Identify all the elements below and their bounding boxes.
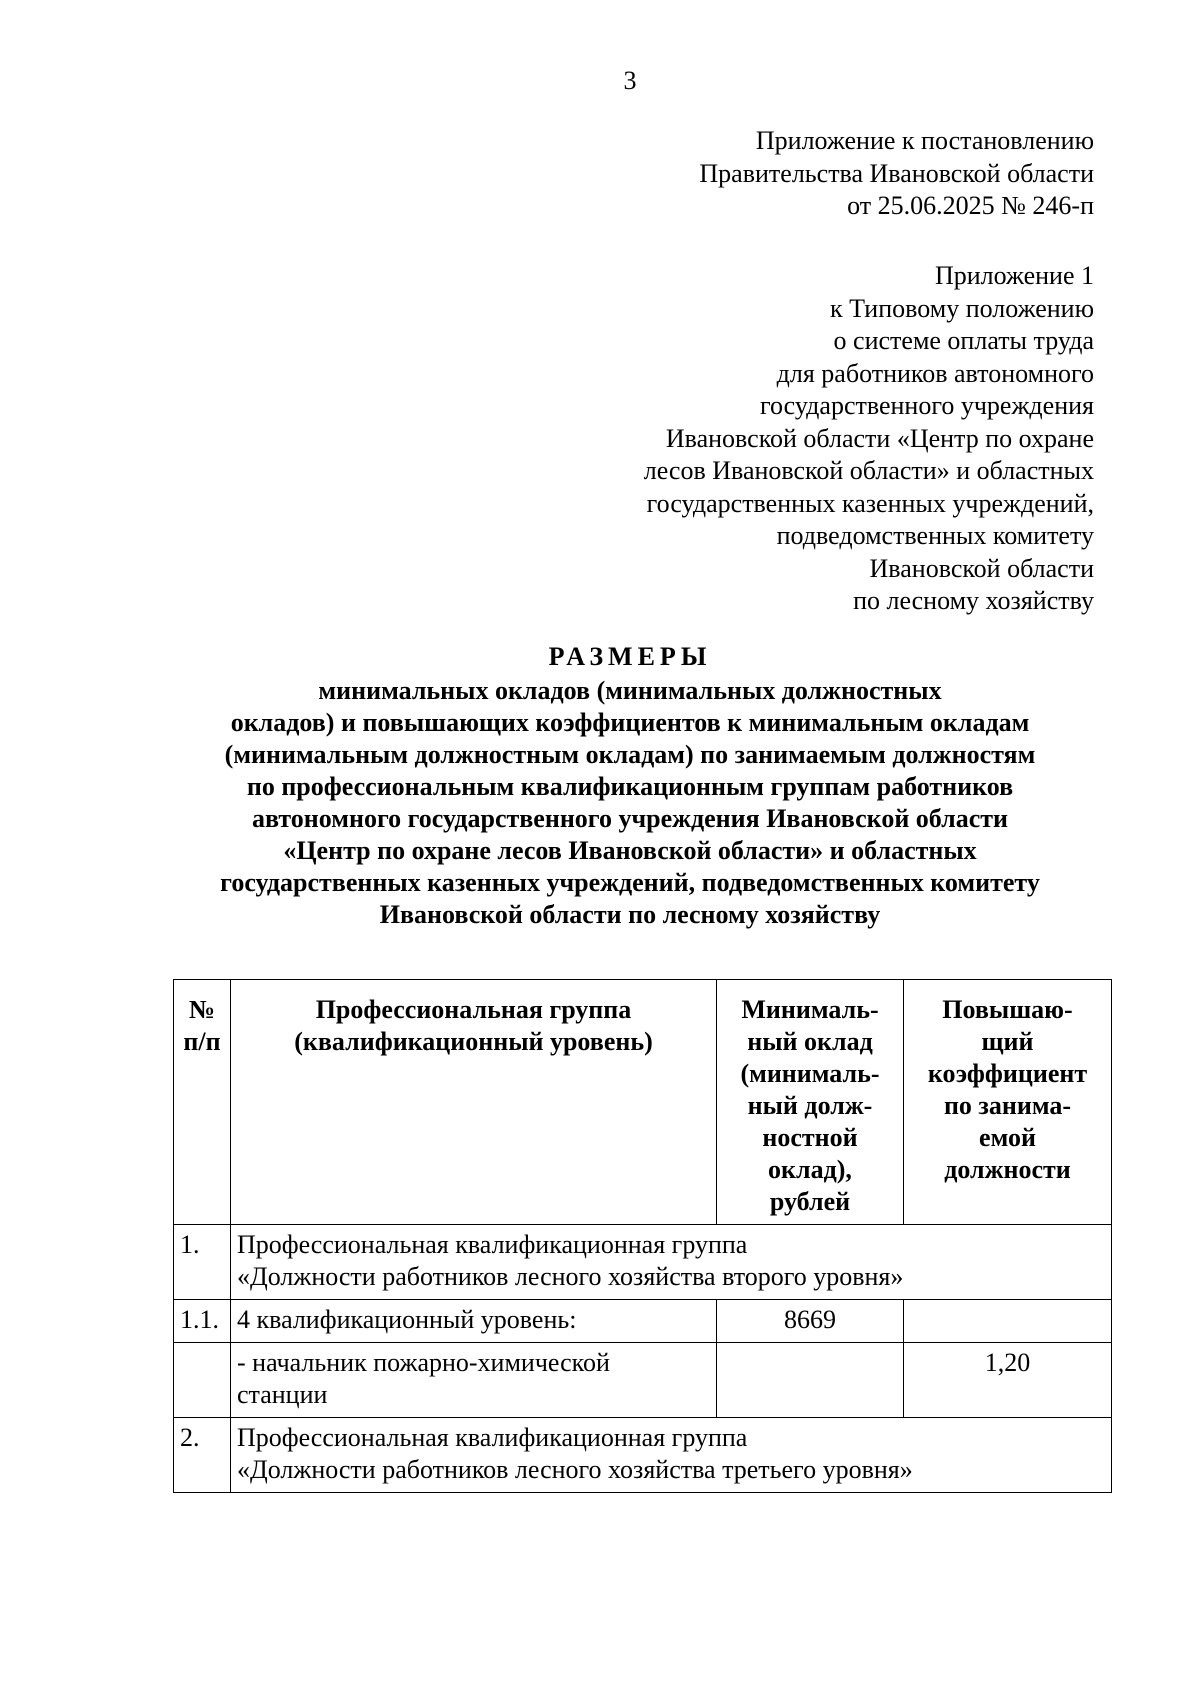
title-line: «Центр по охране лесов Ивановской области» и областных [283, 836, 977, 865]
appendix-1-line: к Типовому положению [829, 293, 1094, 323]
table-row [174, 1343, 1112, 1418]
header-salary-line: оклад), [768, 1155, 852, 1184]
header-group-line: Профессиональная группа [315, 995, 632, 1024]
table-row [174, 1418, 1112, 1493]
header-group [231, 980, 717, 1225]
row-num [174, 1343, 231, 1418]
header-coefficient-line: должности [944, 1155, 1071, 1184]
appendix-1-line: Ивановской области «Центр по охране [665, 423, 1094, 453]
row-group-line: 4 квалификационный уровень: [237, 1305, 577, 1334]
title-line: Ивановской области по лесному хозяйству [379, 900, 881, 929]
header-coefficient-line: коэффициент [927, 1059, 1088, 1088]
header-coefficient-line: щий [981, 1027, 1034, 1056]
header-salary-line: (минималь- [740, 1059, 880, 1088]
header-group-line: (квалификационный уровень) [294, 1027, 653, 1056]
row-coefficient: 1,20 [904, 1343, 1112, 1418]
header-coefficient-line: по занима- [943, 1091, 1072, 1120]
table-row [174, 1225, 1112, 1300]
title-heading: РАЗМЕРЫ [548, 642, 712, 671]
row-group-line: - начальник пожарно-химической [237, 1348, 610, 1377]
header-num-line: № [188, 995, 216, 1024]
row-group-line: «Должности работников лесного хозяйства второго уровня» [237, 1262, 904, 1291]
header-salary-line: ный оклад [747, 1027, 873, 1056]
appendix-main-line: Приложение к постановлению [755, 126, 1094, 155]
row-group-line: Профессиональная квалификационная группа [237, 1230, 748, 1259]
row-num: 1.1. [174, 1300, 231, 1343]
appendix-1-line: лесов Ивановской области» и областных [643, 456, 1094, 485]
appendix-1-line: Приложение 1 [934, 261, 1094, 290]
table-row [174, 1300, 1112, 1343]
title-line: автономного государственного учреждения Ивановской области [251, 804, 1009, 833]
row-group [231, 1343, 717, 1418]
row-group-line: Профессиональная квалификационная группа [237, 1423, 748, 1452]
header-coefficient-line: Повышаю- [942, 995, 1073, 1024]
header-num [174, 980, 231, 1225]
title-line: по профессиональным квалификационным группам работников [246, 772, 1014, 801]
title-line: государственных казенных учреждений, подведомственных комитету [220, 868, 1040, 897]
row-group [231, 1300, 717, 1343]
row-group [231, 1418, 1112, 1493]
page-number: 3 [623, 66, 637, 95]
row-group-line: «Должности работников лесного хозяйства третьего уровня» [237, 1455, 913, 1484]
header-num-line: п/п [183, 1027, 221, 1056]
row-salary [717, 1343, 904, 1418]
appendix-1-line: Ивановской области [869, 553, 1094, 583]
appendix-1-line: государственных казенных учреждений, [646, 488, 1094, 518]
appendix-main-line: Правительства Ивановской области [699, 158, 1094, 188]
appendix-1-header [644, 260, 1094, 618]
title-line: минимальных окладов (минимальных должностных [318, 676, 942, 705]
appendix-main-header [699, 125, 1094, 223]
row-group-line: станции [237, 1380, 328, 1409]
title-line: окладов) и повышающих коэффициентов к минимальным окладам [230, 708, 1030, 737]
appendix-1-line: по лесному хозяйству [853, 586, 1094, 615]
header-salary [717, 980, 904, 1225]
row-num: 2. [174, 1418, 231, 1493]
appendix-1-line: подведомственных комитету [776, 521, 1094, 550]
row-group [231, 1225, 1112, 1300]
header-coefficient-line: емой [979, 1123, 1036, 1152]
title-line: (минимальным должностным окладам) по занимаемым должностям [224, 740, 1036, 769]
row-salary: 8669 [717, 1300, 904, 1343]
salary-table [173, 979, 1112, 1493]
header-salary-line: ный долж- [747, 1091, 873, 1120]
table-header-row [174, 980, 1112, 1225]
header-salary-line: Минималь- [741, 995, 879, 1024]
document-title [0, 641, 1200, 931]
header-salary-line: ностной [762, 1123, 858, 1152]
header-coefficient [904, 980, 1112, 1225]
row-num: 1. [174, 1225, 231, 1300]
appendix-main-line: от 25.06.2025 № 246-п [847, 191, 1094, 220]
appendix-1-line: государственного учреждения [759, 391, 1094, 420]
appendix-1-line: о системе оплаты труда [833, 326, 1094, 355]
header-salary-line: рублей [769, 1187, 851, 1216]
row-coefficient [904, 1300, 1112, 1343]
appendix-1-line: для работников автономного [776, 358, 1094, 388]
